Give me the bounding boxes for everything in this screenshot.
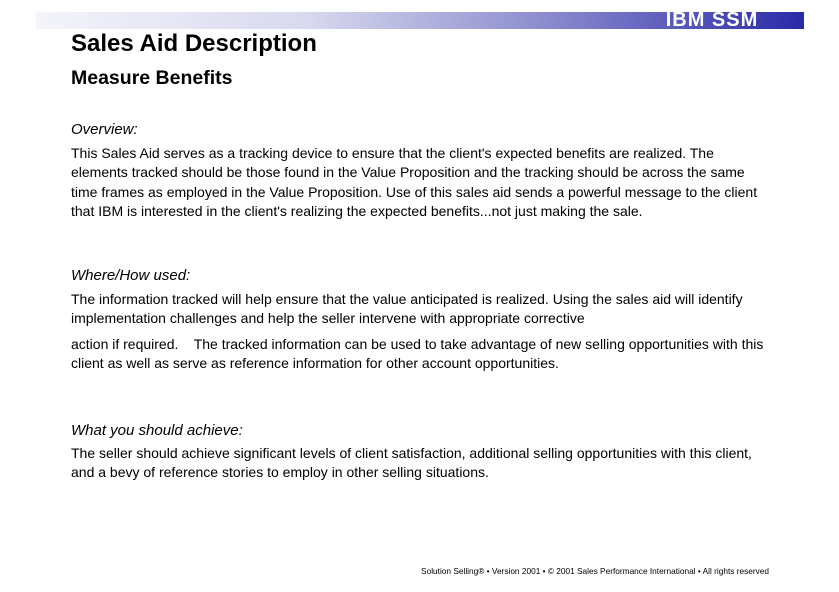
overview-heading: Overview: [71, 121, 138, 138]
page-title: Sales Aid Description [71, 30, 317, 57]
where-how-text-part2: action if required. The tracked information can be used to take advantage of new selling opportunities with this client as well as serve as reference information for other account opportunities. [71, 336, 768, 372]
achieve-heading: What you should achieve: [71, 422, 243, 439]
achieve-text: The seller should achieve significant levels of client satisfaction, additional selling opportunities with this client, and a bevy of reference stories to employ in other selling situations. [71, 445, 752, 481]
copyright-footer: Solution Selling® • Version 2001 • © 2001 Sales Performance International • All rights reserved [421, 566, 769, 576]
ibm-ssm-logo [620, 9, 804, 31]
where-how-text-part1: The information tracked will help ensure that the value anticipated is realized. Using the sales aid will identify implementation challenges and help the seller intervene with appropriate corrective [71, 291, 743, 327]
page-subtitle: Measure Benefits [71, 67, 233, 89]
where-how-heading: Where/How used: [71, 267, 191, 284]
logo-text: IBM SSM [665, 9, 759, 31]
overview-text: This Sales Aid serves as a tracking device to ensure that the client's expected benefits are realized. The elements tracked should be those found in the Value Proposition and the tracking should be across the same time frames as employed in the Value Proposition. Use of this sales aid sends a powerful message to the client that IBM is interested in the client's realizing the expected benefits...not just making the sale. [71, 145, 758, 220]
